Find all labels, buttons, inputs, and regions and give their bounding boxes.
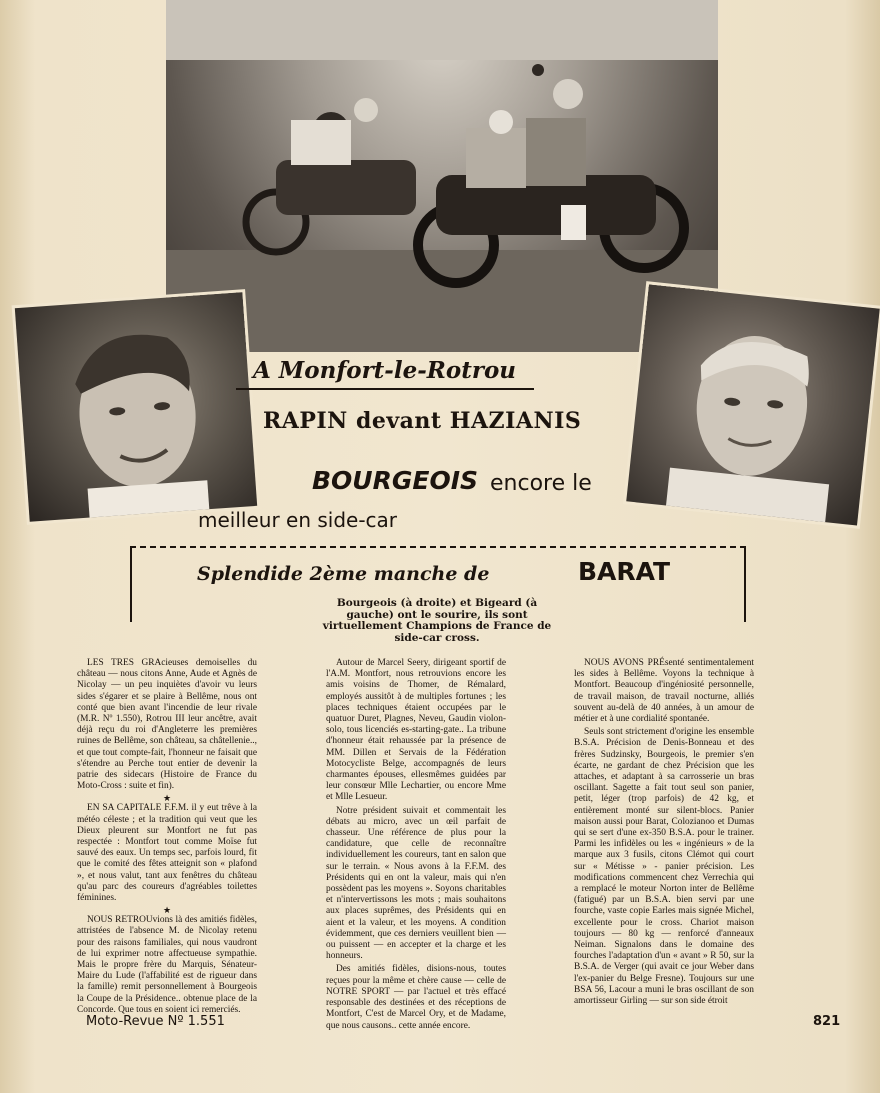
bourgeois-portrait-photo <box>626 284 880 525</box>
paragraph: Autour de Marcel Seery, dirigeant sportif de l'A.M. Montfort, nous retrouvions encore les amis voisins de Thomer, de Rémalard, employés aussitôt à de multiples fortunes ; les places techniques étaient occupées par le quatuor Duret, Plagnes, Neveu, Gaudin violon-solo, tous licenciés es-starting-gate.. La tribune d'honneur était rehaussée par la présence de MM. Dillen et Servais de la Fédération Motocycliste Belge, accompagnés de leurs charmantes épouses, ellesmêmes guidées par leur consœur Mlle Lechartier, ou encore Mme et Mlle Lesueur. <box>326 658 506 803</box>
paragraph: Notre président suivait et commentait les débats au micro, avec un œil parfait de chasseur. Une référence de plus pour la candidature, que celle de reconnaître individuellement les coureurs, tant en salon que sur le terrain. « Nous avons à la F.F.M. des Présidents qui en ont la valeur, mais qui n'en possèdent pas les moyens ». Soyons charitables et n'intervertissons les mots ; mais souhaitons aux places suprêmes, des Présidents qui en aient et la valeur, et les moyens. A condition évidemment, que ces derniers veuillent bien — ou puissent — en accepter et la charge et les honneurs. <box>326 805 506 962</box>
location-underline <box>236 388 534 390</box>
location-headline: A Monfort-le-Rotrou <box>252 357 517 384</box>
article-column-2 <box>326 658 506 1034</box>
page-number: 821 <box>813 1014 841 1029</box>
subhead-barat: BARAT <box>578 557 671 586</box>
main-headline: RAPIN devant HAZIANIS <box>263 408 582 434</box>
headline-sidecar: meilleur en side-car <box>198 508 398 532</box>
headline-bourgeois: BOURGEOIS <box>312 466 479 495</box>
star-separator-icon: ★ <box>162 793 172 804</box>
article-column-1 <box>77 658 257 1018</box>
sidecar-race-photo <box>166 0 718 352</box>
article-column-3 <box>574 658 754 1009</box>
bigeard-portrait-photo <box>15 292 257 521</box>
subhead-text: Splendide 2ème manche de <box>197 563 490 585</box>
paragraph: NOUS RETROUvions là des amitiés fidèles, attristées de l'absence M. de Nicolay retenu pour des raisons familiales, qui nous vaudront de lui exprimer notre affectueuse sympathie. Mais le propre frère du Marquis, Sénateur-Maire du Lude (l'affabilité est de rigueur dans la famille) remit personnellement à Bourgeois la Coupe de la Présidence.. obtenue place de la Concorde. Que tous en soient ici remerciés. <box>77 915 257 1015</box>
headline-encore: encore le <box>490 471 592 496</box>
paragraph: Des amitiés fidèles, disions-nous, toutes reçues pour la même et chère cause — celle de NOTRE SPORT — par l'actuel et très effacé responsable des destinées et des réceptions de Montfort, C'est de Marcel Ory, et de Madame, que nous causons.. cette année encore. <box>326 964 506 1031</box>
paragraph: EN SA CAPITALE F.F.M. il y eut trêve à la météo céleste ; et la tradition qui veut que les Dieux pleurent sur Montfort ne fut pas respectée : Montfort tout comme Moïse fut sauvé des eaux. Un temps sec, parfois lourd, fit que le comité des fêtes atteignit son « plafond », et nous valut, tant aux fenêtres du château qu'au parc des coureurs d'agréables toilettes féminines. <box>77 803 257 904</box>
photo-caption: Bourgeois (à droite) et Bigeard (à gauche) ont le sourire, ils sont virtuellement Champions de France de side-car cross. <box>322 597 552 644</box>
star-separator-icon: ★ <box>162 905 172 916</box>
magazine-issue: Moto-Revue Nº 1.551 <box>86 1014 225 1029</box>
paragraph: NOUS AVONS PRÉsenté sentimentalement les sides à Bellême. Voyons la technique à Montfort. Beaucoup d'ingéniosité personnelle, de travail maison, de travail nocturne, alliés souvent au-delà de 40 années, à un amour de métier et à une cordialité spontanée. <box>574 658 754 725</box>
paragraph: Seuls sont strictement d'origine les ensemble B.S.A. Précision de Denis-Bonneau et des frères Sudzinsky, Bourgeois, le premier s'en écarte, ne gardant de chez Précision que les attaches, et adaptant à sa carrosserie un bras oscillant. Sagette a fait tout seul son panier, petit, léger (trop parfois) de 42 kg, et entièrement monté sur silent-blocs. Panier maison aussi pour Barat, Colozianoo et Dumas qui se sert d'une ex-350 B.S.A. pour le trainer. Parmi les infidèles ou les « ingénieurs » de la marque aux 3 fusils, citons Clémot qui court sur « Métisse » - panier précision. Les modifications commencent chez Verrechia qui a remplacé le moteur Norton inter de Bellême (fatigué) par un B.S.A. bien servi par une fourche, vaste copie Earles mais signée Michel, excellente pour le cross. Chariot maison toujours — 80 kg — renforcé d'anneaux Neiman. Signalons dans le domaine des fourches l'adaptation d'un « avant » R 50, sur la B.S.A. de Verger (qui avait ce jour Weber dans l'ex-panier du Belge Fresne). Toujours sur une BSA 56, Lacour a muni le bras oscillant de son amortisseur Girling — sur son side étroit <box>574 727 754 1007</box>
paragraph: LES TRES GRAcieuses demoiselles du château — nous citons Anne, Aude et Agnès de Nicolay — un peu inquiètes d'avoir vu leurs sides s'égarer et se plaire à Bellême, nous ont conté que bien avant l'incendie de leur rivale (M.R. Nº 1.550), Rotrou III leur ancêtre, avait déjà reçu du roi d'Angleterre les premières ruines de Bellême, son château, sa châtellenie.., et que tout compte-fait, l'honneur ne faisait que s'étendre au Perche tout entier de devenir la patrie des sidecars (Histoire de France du Moto-Cross : suite et fin). <box>77 658 257 792</box>
